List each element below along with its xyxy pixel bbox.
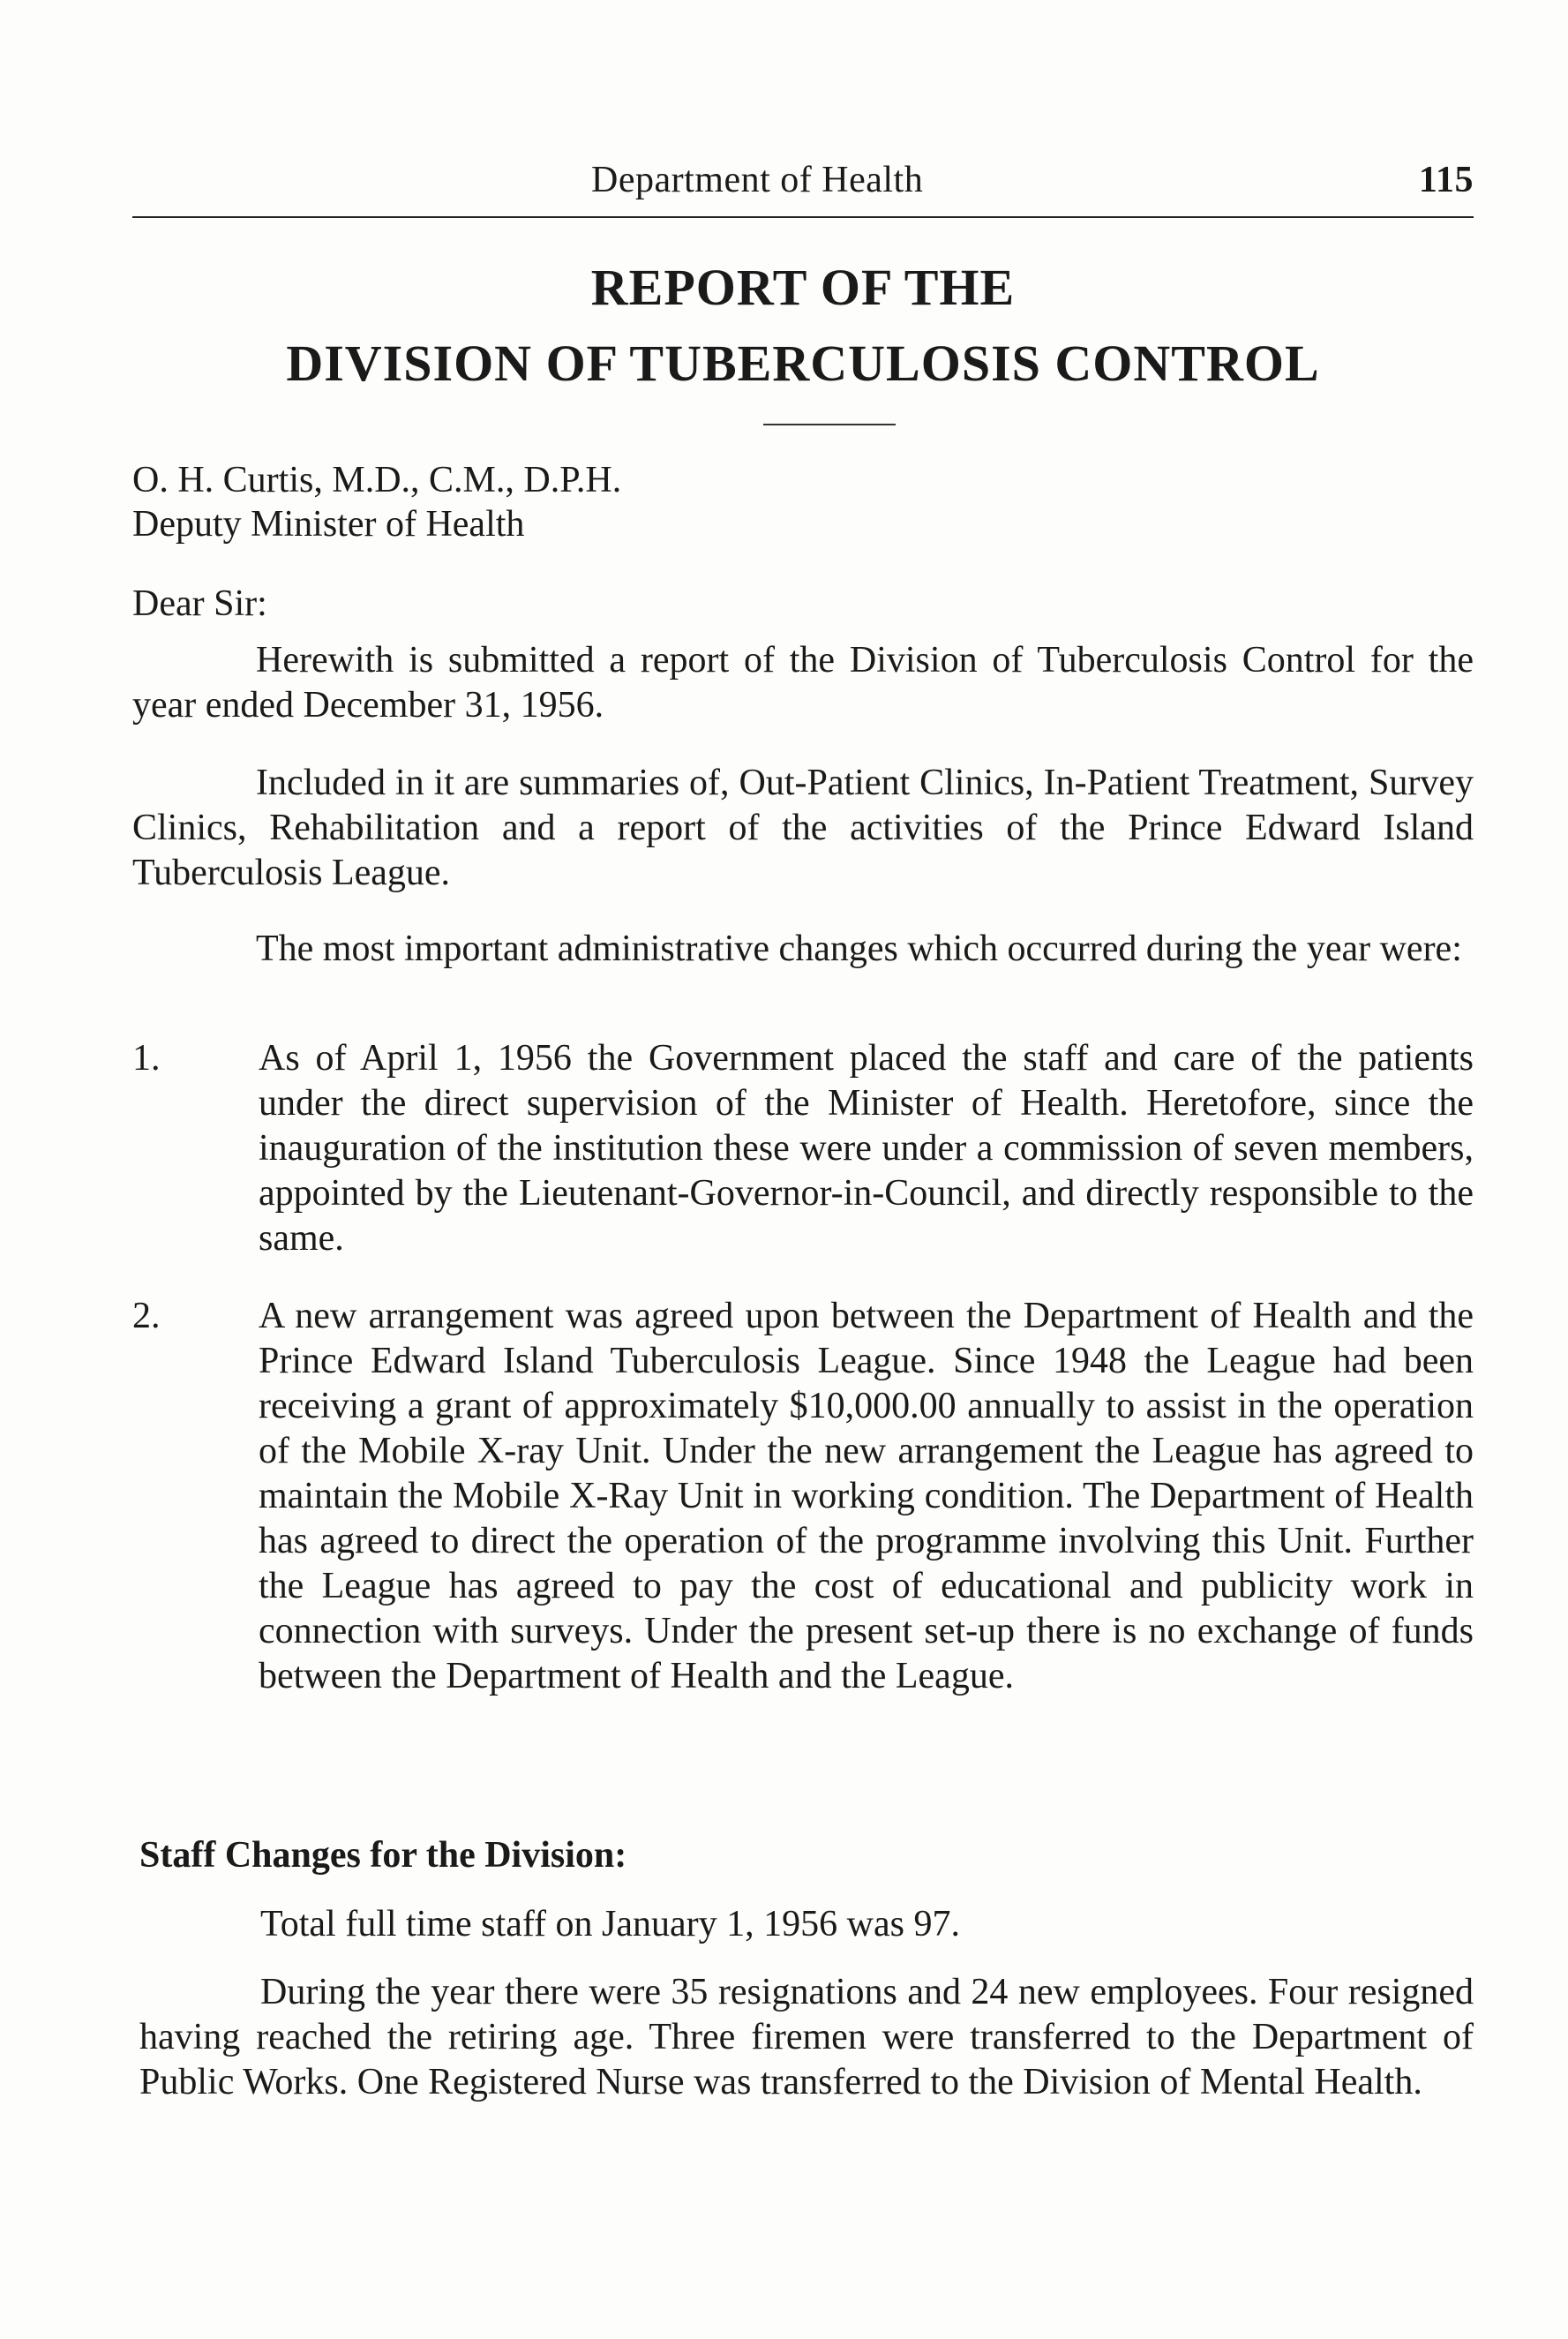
running-header [132,159,1474,208]
paragraph-staff-changes: During the year there were 35 resignations and 24 new employees. Four resigned having reached the retiring age. Three firemen were transferred to the Department of Public Works. One Registered Nurse was transferred to the Division of Mental Health. [139,1972,1474,2102]
header-department: Department of Health [591,160,924,200]
list-item-text: A new arrangement was agreed upon between the Department of Health and the Prince Edward Island Tuberculosis League. Since 1948 the League had been receiving a grant of approximately $10,000.00 annually to assist in the operation of the Mobile X-ray Unit. Under the new arrangement the League has agreed to maintain the Mobile X-Ray Unit in working condition. The Department of Health has agreed to direct the operation of the programme involving this Unit. Further the League has agreed to pay the cost of educational and publicity work in connection with surveys. Under the present set-up there is no exchange of funds between the Department of Health and the League. [259,1296,1474,1696]
page-number: 115 [1418,160,1474,200]
section-heading-staff: Staff Changes for the Division: [139,1835,627,1876]
report-title-line-2: DIVISION OF TUBERCULOSIS CONTROL [286,335,1320,392]
report-title-line-1: REPORT OF THE [590,259,1016,316]
paragraph-changes-intro: The most important administrative changes which occurred during the year were: [256,929,1462,969]
list-item-number: 2. [132,1296,161,1336]
title-divider [763,424,896,425]
addressee-position: Deputy Minister of Health [132,504,525,545]
document-page [132,0,1474,2339]
paragraph-summaries: Included in it are summaries of, Out-Patient Clinics, In-Patient Treatment, Survey Clinics, Rehabilitation and a report of the activities of the Prince Edward Island Tuberculosis League. [132,763,1474,893]
salutation: Dear Sir: [132,583,267,624]
paragraph-submission: Herewith is submitted a report of the Division of Tuberculosis Control for the year ended December 31, 1956. [132,640,1474,726]
addressee-name: O. H. Curtis, M.D., C.M., D.P.H. [132,460,622,500]
paragraph-staff-total: Total full time staff on January 1, 1956 was 97. [260,1904,960,1944]
list-item-text: As of April 1, 1956 the Government placed the staff and care of the patients under the direct supervision of the Minister of Health. Heretofore, since the inauguration of the institution these were under a commission of seven members, appointed by the Lieutenant-Governor-in-Council, and directly responsible to the same. [259,1038,1474,1259]
list-item-number: 1. [132,1038,161,1079]
header-rule [132,216,1474,218]
